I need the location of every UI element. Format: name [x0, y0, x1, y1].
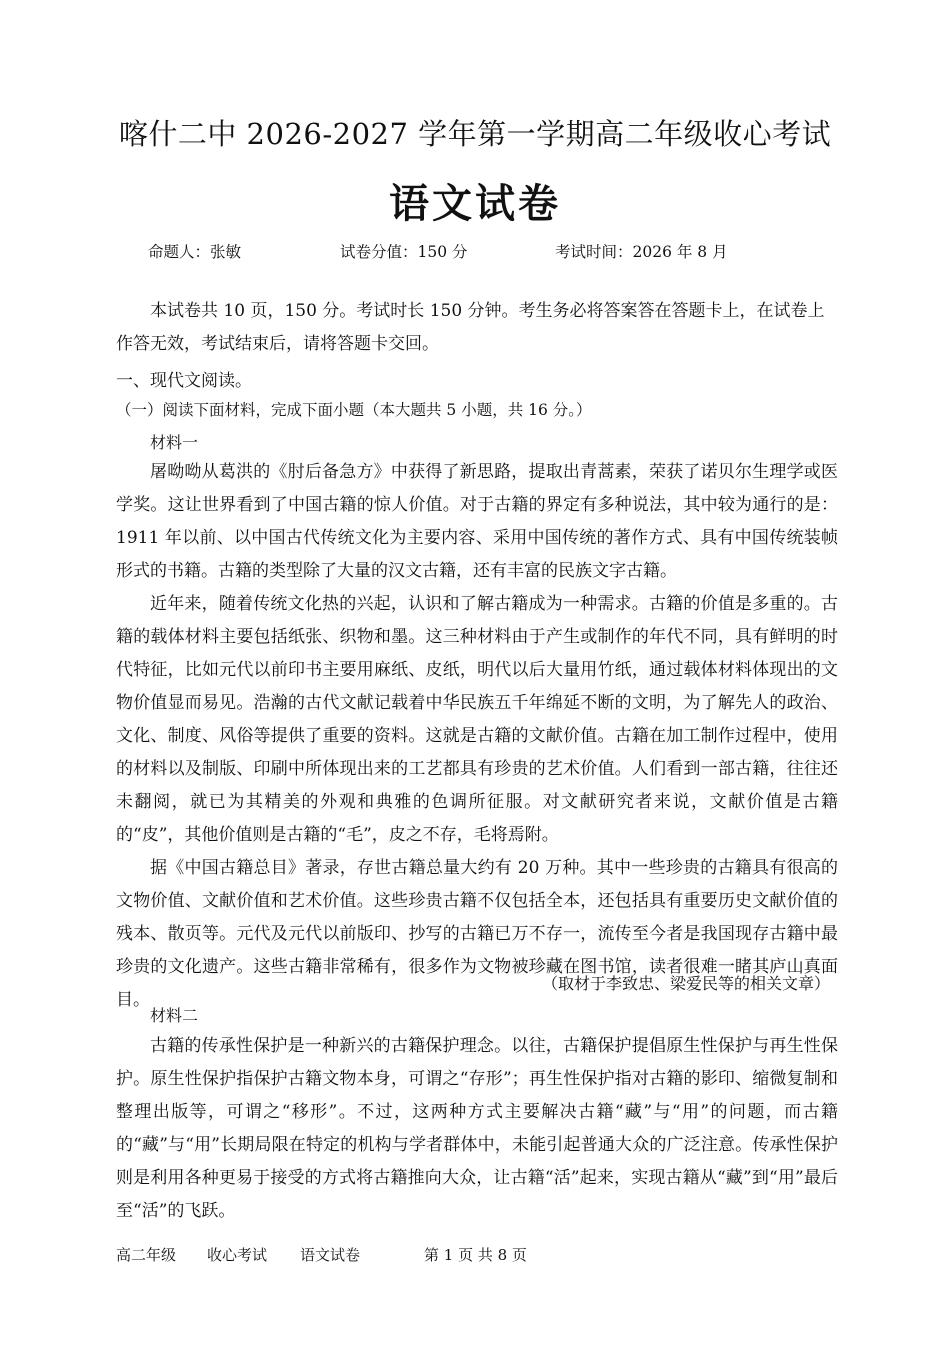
footer-subject: 语文试卷 — [300, 1246, 361, 1264]
material-1-label: 材料一 — [150, 433, 199, 452]
exam-title: 喀什二中 2026-2027 学年第一学期高二年级收心考试 — [118, 117, 832, 151]
material-2-body — [116, 1030, 838, 1228]
material-1-paragraph-2: 近年来，随着传统文化热的兴起，认识和了解古籍成为一种需求。古籍的价值是多重的。古籍的载体材料主要包括纸张、织物和墨。这三种材料由于产生或制作的年代不同，具有鲜明的时代特征，比如元代以前印书主要用麻纸、皮纸，明代以后大量用竹纸，通过载体材料体现出的文物价值显而易见。浩瀚的古代文献记载着中华民族五千年绵延不断的文明，为了解先人的政治、文化、制度、风俗等提供了重要的资料。这就是古籍的文献价值。古籍在加工制作过程中，使用的材料以及制版、印刷中所体现出来的工艺都具有珍贵的艺术价值。人们看到一部古籍，往往还未翻阅，就已为其精美的外观和典雅的色调所征服。对文献研究者来说，文献价值是古籍的“皮”，其他价值则是古籍的“毛”，皮之不存，毛将焉附。 — [116, 594, 838, 845]
sub-section-heading: （一）阅读下面材料，完成下面小题（本大题共 5 小题，共 16 分。） — [116, 401, 592, 419]
exam-instructions: 本试卷共 10 页，150 分。考试时长 150 分钟。考生务必将答案答在答题卡上，在试卷上作答无效，考试结束后，请将答题卡交回。 — [116, 301, 825, 354]
material-1-paragraph-1: 屠呦呦从葛洪的《肘后备急方》中获得了新思路，提取出青蒿素，荣获了诺贝尔生理学或医学奖。这让世界看到了中国古籍的惊人价值。对于古籍的界定有多种说法，其中较为通行的是：1911 年以前、以中国古代传统文化为主要内容、采用中国传统的著作方式、具有中国传统装帧形式的书籍。古籍的类型除了大量的汉文古籍，还有丰富的民族文字古籍。 — [116, 462, 838, 581]
footer-grade: 高二年级 — [116, 1246, 177, 1264]
material-1-body — [116, 456, 838, 1017]
footer-exam: 收心考试 — [207, 1246, 268, 1264]
material-1-paragraph-3: 据《中国古籍总目》著录，存世古籍总量大约有 20 万种。其中一些珍贵的古籍具有很高的文物价值、文献价值和艺术价值。这些珍贵古籍不仅包括全本，还包括具有重要历史文献价值的残本、散页等。元代及元代以前版印、抄写的古籍已万不存一，流传至今者是我国现存古籍中最珍贵的文化遗产。这些古籍非常稀有，很多作为文物被珍藏在图书馆，读者很难一睹其庐山真面目。 — [116, 858, 838, 1010]
material-2-paragraph-1: 古籍的传承性保护是一种新兴的古籍保护理念。以往，古籍保护提倡原生性保护与再生性保护。原生性保护指保护古籍文物本身，可谓之“存形”；再生性保护指对古籍的影印、缩微复制和整理出版等，可谓之“移形”。不过，这两种方式主要解决古籍“藏”与“用”的问题，而古籍的“藏”与“用”长期局限在特定的机构与学者群体中，未能引起普通大众的广泛注意。传承性保护则是利用各种更易于接受的方式将古籍推向大众，让古籍“活”起来，实现古籍从“藏”到“用”最后至“活”的飞跃。 — [116, 1036, 838, 1221]
score-info: 试卷分值：150 分 — [340, 243, 468, 261]
material-1-source: （取材于李致忠、梁爱民等的相关文章） — [541, 974, 830, 993]
exam-subtitle: 语文试卷 — [389, 180, 561, 227]
time-info: 考试时间：2026 年 8 月 — [555, 243, 728, 261]
material-2-label: 材料二 — [150, 1006, 199, 1025]
footer-page-number: 第 1 页 共 8 页 — [424, 1246, 527, 1264]
author-info: 命题人：张敏 — [148, 243, 242, 261]
section-heading: 一、现代文阅读。 — [116, 371, 252, 391]
